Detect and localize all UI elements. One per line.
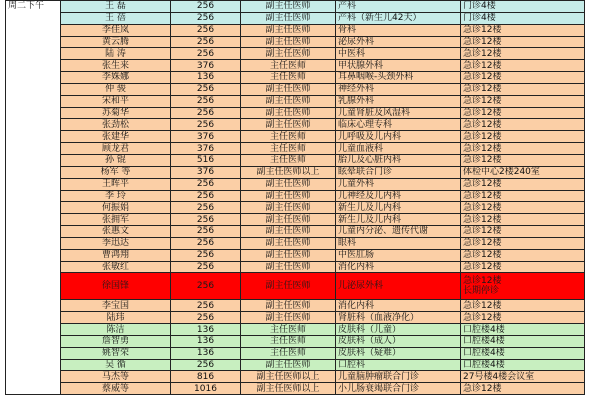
department-cell: 儿童外科 [336, 178, 461, 190]
fee-cell: 516 [171, 154, 241, 166]
doctor-name-cell: 张拥军 [61, 214, 171, 226]
day-label: 周二下午 [6, 1, 61, 395]
location-cell [461, 119, 585, 131]
schedule-body [6, 1, 585, 395]
title-cell: 副主任医师 [241, 312, 336, 324]
table-row [6, 107, 585, 119]
fee-cell: 256 [171, 48, 241, 60]
location-line: 急诊12楼 [463, 96, 502, 107]
table-row [6, 1, 585, 13]
location-line: 口腔楼4楼 [463, 348, 505, 359]
title-cell: 副主任医师 [241, 226, 336, 238]
fee-cell: 816 [171, 371, 241, 383]
location-line: 体检中心2楼240室 [463, 167, 540, 178]
location-line: 急诊12楼 [463, 48, 502, 59]
title-cell: 副主任医师 [241, 119, 336, 131]
table-row [6, 95, 585, 107]
department-cell: 皮肤科（疑难） [336, 347, 461, 359]
fee-cell: 256 [171, 119, 241, 131]
fee-cell: 376 [171, 166, 241, 178]
location-cell [461, 48, 585, 60]
department-cell: 儿呼吸及儿内科 [336, 131, 461, 143]
fee-cell: 256 [171, 83, 241, 95]
title-cell: 副主任医师 [241, 261, 336, 273]
department-cell: 耳鼻咽喉-头颈外科 [336, 72, 461, 84]
location-line: 口腔楼4楼 [463, 324, 505, 335]
fee-cell: 256 [171, 1, 241, 13]
table-row [6, 226, 585, 238]
fee-cell: 136 [171, 72, 241, 84]
location-line: 口腔楼4楼 [463, 336, 505, 347]
location-line: 急诊12楼 [463, 155, 502, 166]
doctor-name-cell: 陆玮 [61, 312, 171, 324]
location-line: 急诊12楼 [463, 60, 502, 71]
department-cell: 神经外科 [336, 83, 461, 95]
table-row [6, 60, 585, 72]
department-cell: 胎儿及心脏内科 [336, 154, 461, 166]
fee-cell: 136 [171, 335, 241, 347]
title-cell: 副主任医师 [241, 1, 336, 13]
doctor-name-cell: 黄云腾 [61, 36, 171, 48]
location-cell [461, 12, 585, 24]
department-cell: 口腔科 [336, 359, 461, 371]
table-row [6, 249, 585, 261]
department-cell: 消化内科 [336, 300, 461, 312]
fee-cell: 256 [171, 312, 241, 324]
doctor-name-cell: 李佳岚 [61, 24, 171, 36]
table-row [6, 214, 585, 226]
fee-cell: 256 [171, 12, 241, 24]
doctor-name-cell: 宋和平 [61, 95, 171, 107]
doctor-name-cell: 陆 涛 [61, 48, 171, 60]
department-cell: 泌尿外科 [336, 36, 461, 48]
location-line: 门诊4楼 [463, 13, 496, 24]
location-line: 急诊12楼 [463, 238, 502, 249]
table-row [6, 383, 585, 395]
title-cell: 主任医师 [241, 143, 336, 155]
location-line: 急诊12楼 [463, 312, 502, 323]
table-row [6, 273, 585, 300]
title-cell: 主任医师 [241, 324, 336, 336]
doctor-name-cell: 季迅达 [61, 237, 171, 249]
location-line: 急诊12楼 [463, 226, 502, 237]
department-cell: 新生儿及儿内科 [336, 202, 461, 214]
location-cell [461, 312, 585, 324]
location-line: 长期停诊 [463, 286, 500, 297]
title-cell: 副主任医师 [241, 202, 336, 214]
department-cell: 产科 [336, 1, 461, 13]
table-row [6, 12, 585, 24]
table-row [6, 359, 585, 371]
doctor-name-cell: 李宝国 [61, 300, 171, 312]
location-line: 门诊4楼 [463, 1, 496, 12]
location-line: 急诊12楼 [463, 36, 502, 47]
doctor-name-cell: 曹鸿翔 [61, 249, 171, 261]
table-row [6, 202, 585, 214]
location-line: 急诊12楼 [463, 202, 502, 213]
department-cell: 骨科 [336, 24, 461, 36]
fee-cell: 256 [171, 95, 241, 107]
location-cell [461, 143, 585, 155]
doctor-name-cell: 姚智荣 [61, 347, 171, 359]
doctor-name-cell: 张建华 [61, 131, 171, 143]
location-line: 急诊12楼 [463, 143, 502, 154]
title-cell: 副主任医师 [241, 48, 336, 60]
table-row [6, 166, 585, 178]
title-cell: 主任医师 [241, 131, 336, 143]
table-row [6, 347, 585, 359]
table-row [6, 119, 585, 131]
location-line: 急诊12楼 [463, 276, 502, 287]
table-row [6, 237, 585, 249]
title-cell: 副主任医师 [241, 95, 336, 107]
doctor-name-cell: 苏菊华 [61, 107, 171, 119]
title-cell: 副主任医师以上 [241, 371, 336, 383]
department-cell: 肾脏科（血液净化） [336, 312, 461, 324]
department-cell: 眼科 [336, 237, 461, 249]
title-cell: 主任医师 [241, 154, 336, 166]
table-row [6, 154, 585, 166]
department-cell: 儿童脑肿瘤联合门诊 [336, 371, 461, 383]
schedule-table [5, 0, 585, 395]
title-cell: 副主任医师以上 [241, 383, 336, 395]
doctor-name-cell: 张生来 [61, 60, 171, 72]
location-cell [461, 95, 585, 107]
location-cell [461, 202, 585, 214]
fee-cell: 376 [171, 131, 241, 143]
location-line: 急诊12楼 [463, 214, 502, 225]
table-row [6, 300, 585, 312]
location-line: 急诊12楼 [463, 383, 502, 394]
department-cell: 产科（新生儿42天） [336, 12, 461, 24]
location-cell [461, 273, 585, 300]
title-cell: 副主任医师 [241, 359, 336, 371]
doctor-name-cell: 仲 骏 [61, 83, 171, 95]
doctor-name-cell: 詹智勇 [61, 335, 171, 347]
department-cell: 儿童肾脏及风湿科 [336, 107, 461, 119]
location-line: 急诊12楼 [463, 119, 502, 130]
department-cell: 小儿肠衰竭联合门诊 [336, 383, 461, 395]
location-cell [461, 324, 585, 336]
doctor-name-cell: 蔡威等 [61, 383, 171, 395]
department-cell: 甲状腺外科 [336, 60, 461, 72]
title-cell: 副主任医师 [241, 249, 336, 261]
location-line: 急诊12楼 [463, 190, 502, 201]
location-cell [461, 226, 585, 238]
department-cell: 中医科 [336, 48, 461, 60]
location-cell [461, 347, 585, 359]
fee-cell: 376 [171, 143, 241, 155]
doctor-name-cell: 张惠文 [61, 226, 171, 238]
table-row [6, 178, 585, 190]
fee-cell: 256 [171, 36, 241, 48]
table-row [6, 36, 585, 48]
doctor-name-cell: 孙 锟 [61, 154, 171, 166]
location-cell [461, 72, 585, 84]
location-line: 急诊12楼 [463, 179, 502, 190]
location-line: 27号楼4楼会议室 [463, 371, 535, 382]
doctor-name-cell: 李 玲 [61, 190, 171, 202]
fee-cell: 256 [171, 202, 241, 214]
location-cell [461, 214, 585, 226]
location-cell [461, 36, 585, 48]
doctor-name-cell: 李姝娜 [61, 72, 171, 84]
location-line: 急诊12楼 [463, 300, 502, 311]
department-cell: 中医肛肠 [336, 249, 461, 261]
location-cell [461, 107, 585, 119]
department-cell: 儿童内分泌、遗传代谢 [336, 226, 461, 238]
location-line: 急诊12楼 [463, 261, 502, 272]
location-cell [461, 154, 585, 166]
fee-cell: 256 [171, 107, 241, 119]
doctor-name-cell: 杨军 等 [61, 166, 171, 178]
doctor-name-cell: 陈洁 [61, 324, 171, 336]
department-cell: 新生儿及儿内科 [336, 214, 461, 226]
department-cell: 儿神经及儿内科 [336, 190, 461, 202]
department-cell: 眩晕联合门诊 [336, 166, 461, 178]
title-cell: 副主任医师 [241, 178, 336, 190]
title-cell: 副主任医师 [241, 300, 336, 312]
location-cell [461, 131, 585, 143]
department-cell: 皮肤科（儿童） [336, 324, 461, 336]
doctor-name-cell: 马杰等 [61, 371, 171, 383]
doctor-name-cell: 吴 循 [61, 359, 171, 371]
location-cell [461, 383, 585, 395]
location-cell [461, 359, 585, 371]
title-cell: 主任医师 [241, 72, 336, 84]
location-cell [461, 1, 585, 13]
table-row [6, 261, 585, 273]
location-cell [461, 237, 585, 249]
department-cell: 儿童血液科 [336, 143, 461, 155]
table-row [6, 335, 585, 347]
table-row [6, 48, 585, 60]
location-cell [461, 60, 585, 72]
title-cell: 主任医师 [241, 60, 336, 72]
location-line: 急诊12楼 [463, 72, 502, 83]
fee-cell: 256 [171, 249, 241, 261]
doctor-name-cell: 顾龙君 [61, 143, 171, 155]
fee-cell: 256 [171, 300, 241, 312]
location-line: 急诊12楼 [463, 250, 502, 261]
location-line: 口腔楼4楼 [463, 360, 505, 371]
table-row [6, 83, 585, 95]
fee-cell: 376 [171, 60, 241, 72]
title-cell: 副主任医师 [241, 237, 336, 249]
location-line: 急诊12楼 [463, 25, 502, 36]
table-row [6, 371, 585, 383]
table-row [6, 324, 585, 336]
title-cell: 副主任医师 [241, 36, 336, 48]
location-cell [461, 335, 585, 347]
table-row [6, 312, 585, 324]
department-cell: 皮肤科（成人） [336, 335, 461, 347]
title-cell: 主任医师 [241, 347, 336, 359]
fee-cell: 256 [171, 226, 241, 238]
department-cell: 儿泌尿外科 [336, 273, 461, 300]
doctor-name-cell: 王 磊 [61, 1, 171, 13]
department-cell: 乳腺外科 [336, 95, 461, 107]
doctor-name-cell: 张敏红 [61, 261, 171, 273]
title-cell: 副主任医师 [241, 190, 336, 202]
location-line: 急诊12楼 [463, 108, 502, 119]
department-cell: 临床心理专科 [336, 119, 461, 131]
doctor-name-cell: 何振娟 [61, 202, 171, 214]
location-cell [461, 300, 585, 312]
table-row [6, 131, 585, 143]
table-row [6, 72, 585, 84]
title-cell: 副主任医师以上 [241, 166, 336, 178]
fee-cell: 256 [171, 178, 241, 190]
table-row [6, 143, 585, 155]
location-line: 急诊12楼 [463, 131, 502, 142]
table-row [6, 190, 585, 202]
doctor-name-cell: 张劲松 [61, 119, 171, 131]
location-cell [461, 261, 585, 273]
title-cell: 副主任医师 [241, 83, 336, 95]
title-cell: 副主任医师 [241, 107, 336, 119]
fee-cell: 136 [171, 324, 241, 336]
fee-cell: 256 [171, 214, 241, 226]
fee-cell: 256 [171, 359, 241, 371]
location-cell [461, 166, 585, 178]
location-cell [461, 249, 585, 261]
location-cell [461, 371, 585, 383]
title-cell: 副主任医师 [241, 273, 336, 300]
fee-cell: 256 [171, 24, 241, 36]
title-cell: 主任医师 [241, 335, 336, 347]
title-cell: 副主任医师 [241, 24, 336, 36]
doctor-name-cell: 徐国锋 [61, 273, 171, 300]
location-cell [461, 190, 585, 202]
table-row [6, 24, 585, 36]
doctor-name-cell: 王 蓓 [61, 12, 171, 24]
location-cell [461, 83, 585, 95]
fee-cell: 256 [171, 237, 241, 249]
location-cell [461, 24, 585, 36]
fee-cell: 256 [171, 190, 241, 202]
fee-cell: 1016 [171, 383, 241, 395]
department-cell: 消化内科 [336, 261, 461, 273]
title-cell: 副主任医师 [241, 12, 336, 24]
fee-cell: 136 [171, 347, 241, 359]
title-cell: 副主任医师 [241, 214, 336, 226]
location-line: 急诊12楼 [463, 84, 502, 95]
fee-cell: 256 [171, 261, 241, 273]
location-cell [461, 178, 585, 190]
doctor-name-cell: 王晖平 [61, 178, 171, 190]
fee-cell: 256 [171, 273, 241, 300]
